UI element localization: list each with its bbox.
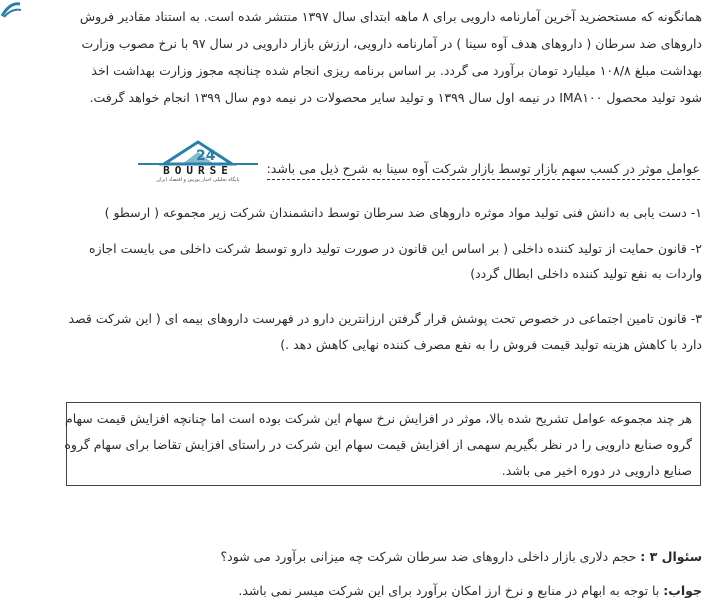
answer-label: جواب: xyxy=(663,583,702,598)
logo-subtitle: پایگاه تحلیلی اخبار بورس و اقتصاد ایران xyxy=(156,177,240,183)
list-item-3-line-2: دارد با کاهش هزینه تولید قیمت فروش را به نفع مصرف کننده نهایی کاهش دهد .) xyxy=(280,337,702,352)
section-heading: عوامل موثر در کسب سهم بازار توسط بازار شرکت آوه سینا به شرح ذیل می باشد: xyxy=(267,160,700,180)
list-item-1-line-1: ۱- دست یابی به دانش فنی تولید مواد موثره داروهای ضد سرطان توسط دانشمندان شرکت زیر مجموعه ( ارسطو ) xyxy=(104,205,702,220)
logo-wordmark: BOURSE xyxy=(163,164,233,177)
list-item-3-line-1: ۳- قانون تامین اجتماعی در خصوص تحت پوشش قرار گرفتن ارزانترین دارو در فهرست داروهای بیمه ای ( این شرکت قصد xyxy=(68,311,702,326)
paragraph1-line-4: شود تولید محصول IMA۱۰۰ در نیمه اول سال ۱۳۹۹ و تولید سایر محصولات در نیمه دوم سال ۱۳۹۹ انجام خواهد گرفت. xyxy=(89,90,702,105)
question-3 xyxy=(221,548,702,566)
answer xyxy=(238,582,702,600)
bourse-logo-mark-icon xyxy=(124,140,272,166)
bourse-logo xyxy=(124,140,272,184)
paragraph1-line-1: همانگونه که مستحضرید آخرین آمارنامه دارویی برای ۸ ماهه ابتدای سال ۱۳۹۷ منتشر شده است. به استناد مقادیر فروش xyxy=(79,9,702,24)
question-label: سئوال ۳ : xyxy=(640,549,702,564)
question-text: حجم دلاری بازار داخلی داروهای ضد سرطان شرکت چه میزانی برآورد می شود؟ xyxy=(220,549,637,564)
note-line-3: صنایع دارویی در دوره اخیر می باشد. xyxy=(501,463,692,478)
note-line-2: گروه صنایع دارویی را در نظر بگیریم سهمی از افزایش قیمت سهام این شرکت در راستای افزایش تقاضا برای سهام گروه xyxy=(64,437,692,452)
answer-text: با توجه به ابهام در منابع و نرخ ارز امکان برآورد برای این شرکت میسر نمی باشد. xyxy=(238,583,660,598)
svg-text:24: 24 xyxy=(196,148,216,164)
list-item-2-line-1: ۲- قانون حمایت از تولید کننده داخلی ( بر اساس این قانون در صورت تولید دارو توسط شرکت داخلی می بایست اجازه xyxy=(89,241,702,256)
list-item-2-line-2: واردات به نفع تولید کننده داخلی ابطال گردد) xyxy=(470,266,702,281)
paragraph1-line-2: داروهای ضد سرطان ( داروهای هدف آوه سینا ) در آمارنامه دارویی، ارزش بازار دارویی در سال ۹۷ با نرخ مصوب وزارت xyxy=(81,36,702,51)
corner-logo-fragment-icon xyxy=(0,0,22,18)
paragraph1-line-3: بهداشت مبلغ ۱۰۸/۸ میلیارد تومان برآورد می گردد. بر اساس برنامه ریزی انجام شده چنانچه مجوز وزارت بهداشت اخذ xyxy=(91,63,702,78)
note-line-1: هر چند مجموعه عوامل تشریح شده بالا، موثر در افزایش نرخ سهام این شرکت بوده است اما چنانچه افزایش قیمت سهام xyxy=(64,411,692,426)
